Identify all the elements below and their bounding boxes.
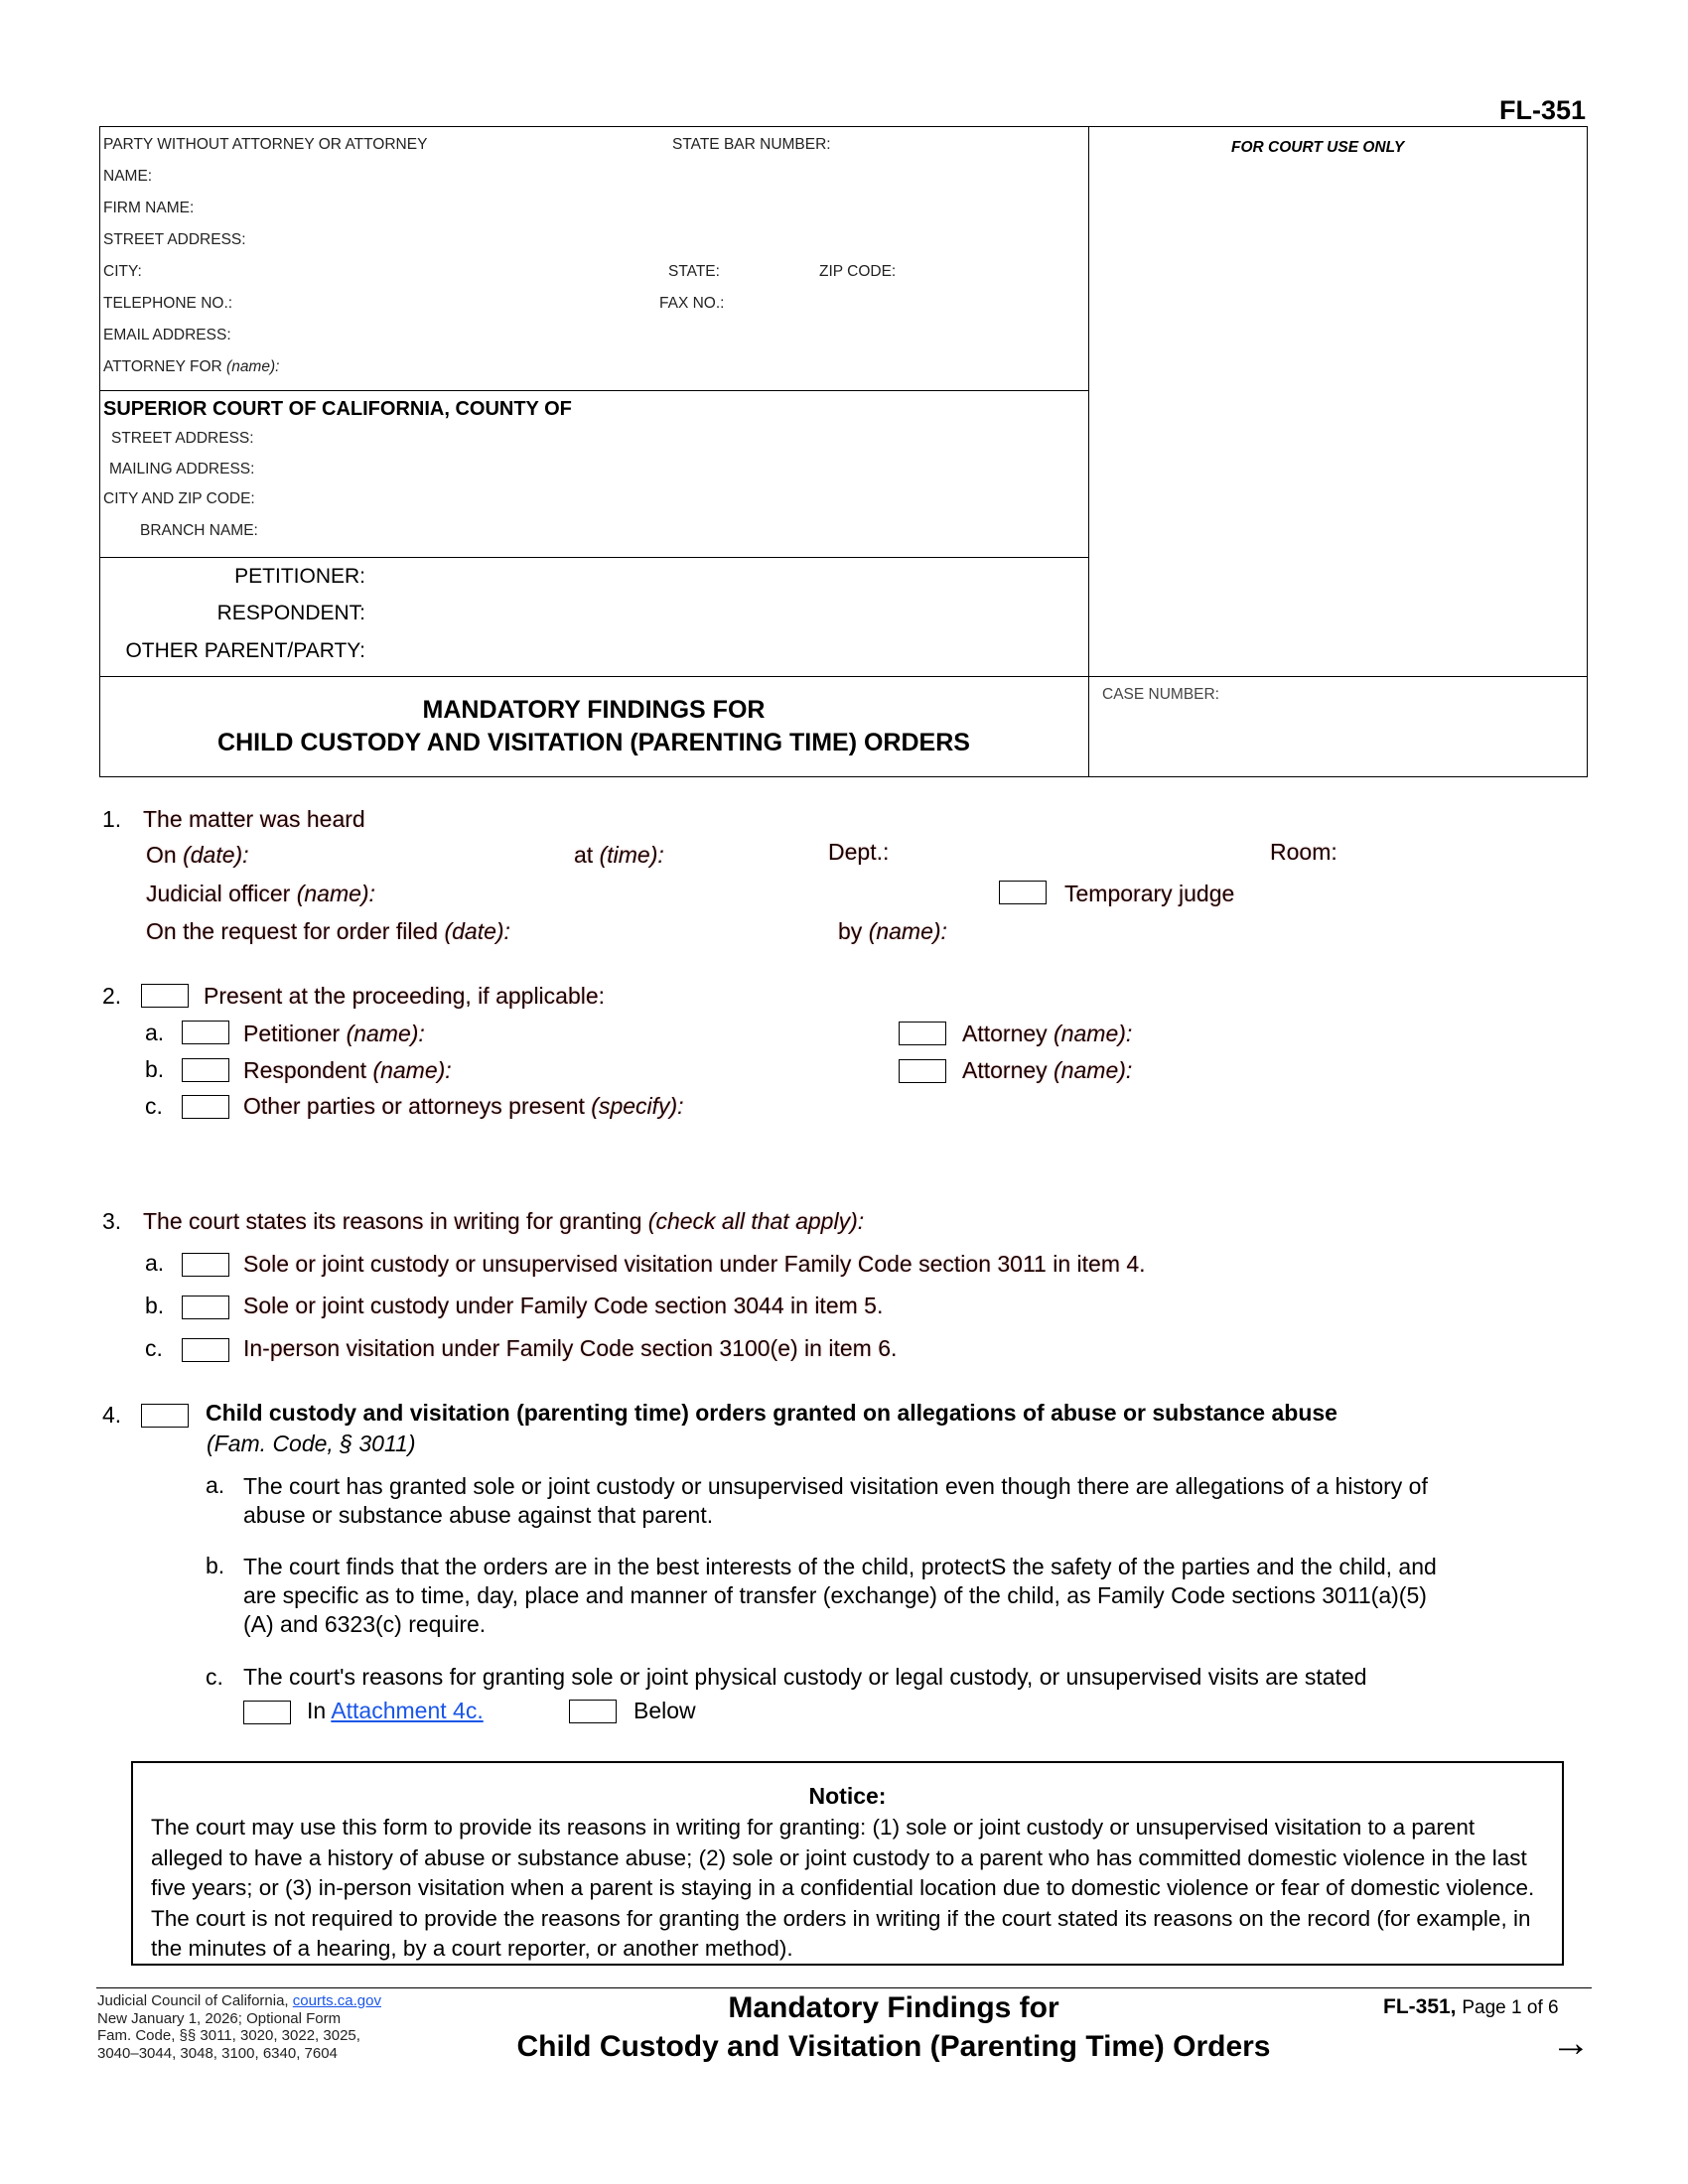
judicial-officer-label xyxy=(146,881,375,907)
attorney-text: Attorney xyxy=(962,1057,1048,1083)
footer-form-id: FL-351, xyxy=(1383,1995,1457,2018)
notice-text: The court may use this form to provide its reasons in writing for granting: (1) sole or joint custody or unsupervised visitation to a parent alleged to have a history of abuse or substance abuse; (2) sole or joint custody to a parent who has committed domestic violence in the last five years; or (3) in-person visitation when a parent is staying in a confidential location due to domestic violence or fear of domestic violence. The court is not required to provide the reasons for granting the orders in writing if the court stated its reasons on the record (for example, in the minutes of a hearing, by a court reporter, or another method). xyxy=(151,1815,1535,1961)
item-4b-letter: b. xyxy=(206,1553,225,1578)
room-label: Room: xyxy=(1270,839,1337,865)
footer-council-line xyxy=(97,1992,381,2010)
item-1-heading: The matter was heard xyxy=(143,806,365,832)
notice-box xyxy=(131,1761,1564,1966)
footer-page-number: Page 1 of 6 xyxy=(1462,1997,1559,2018)
date-hint: (date): xyxy=(183,842,249,868)
request-text: On the request for order filed xyxy=(146,918,439,944)
filed-by-label xyxy=(838,918,947,945)
attorney-for-text: ATTORNEY FOR xyxy=(103,358,222,375)
in-text: In xyxy=(307,1698,327,1723)
item-4-checkbox[interactable] xyxy=(141,1404,189,1428)
attachment-4c-label xyxy=(307,1698,484,1724)
item-4b-line1: The court finds that the orders are in the best interests of the child, protectS the safety of the parties and the child, and xyxy=(243,1554,1437,1579)
respondent-present-label xyxy=(243,1057,452,1084)
below-label: Below xyxy=(633,1698,696,1723)
item-4b-line2: are specific as to time, day, place and manner of transfer (exchange) of the child, as Family Code sections 3011(a)(5) xyxy=(243,1582,1427,1608)
temporary-judge-label: Temporary judge xyxy=(1064,881,1235,906)
respondent-hint: (name): xyxy=(372,1057,452,1083)
respondent-present-checkbox[interactable] xyxy=(182,1058,229,1082)
case-number-label: CASE NUMBER: xyxy=(1102,686,1219,703)
item-4b-line3: (A) and 6323(c) require. xyxy=(243,1611,487,1637)
time-hint: (time): xyxy=(599,842,664,868)
petitioner-present-label xyxy=(243,1021,425,1047)
request-hint: (date): xyxy=(444,918,510,944)
court-city-zip-label: CITY AND ZIP CODE: xyxy=(103,490,255,507)
item-3a-letter: a. xyxy=(145,1250,165,1276)
petitioner-attorney-label xyxy=(962,1021,1132,1047)
petitioner-attorney-checkbox[interactable] xyxy=(899,1022,946,1045)
below-checkbox[interactable] xyxy=(569,1700,617,1723)
on-text: On xyxy=(146,842,177,868)
at-text: at xyxy=(574,842,594,868)
form-id: FL-351 xyxy=(1499,95,1587,125)
state-label: STATE: xyxy=(668,263,720,280)
judicial-hint: (name): xyxy=(296,881,375,906)
caption-rule-parties xyxy=(99,557,1089,558)
item-2c-letter: c. xyxy=(145,1093,163,1119)
phone-label: TELEPHONE NO.: xyxy=(103,295,233,312)
court-branch-label: BRANCH NAME: xyxy=(140,522,258,539)
temporary-judge-checkbox[interactable] xyxy=(999,881,1047,904)
item-2b-letter: b. xyxy=(145,1056,165,1082)
item-3-heading-text: The court states its reasons in writing for granting xyxy=(143,1208,642,1234)
item-4-heading: Child custody and visitation (parenting time) orders granted on allegations of abuse or substance abuse xyxy=(206,1400,1337,1426)
attachment-4c-checkbox[interactable] xyxy=(243,1701,291,1724)
other-present-checkbox[interactable] xyxy=(182,1095,229,1119)
other-text: Other parties or attorneys present xyxy=(243,1093,585,1119)
attorney-for-hint: (name): xyxy=(226,358,280,375)
item-4-number: 4. xyxy=(102,1402,122,1428)
item-4-citation: (Fam. Code, § 3011) xyxy=(207,1431,416,1456)
reason-3044-checkbox[interactable] xyxy=(182,1296,229,1319)
present-checkbox[interactable] xyxy=(141,984,189,1008)
footer-codes-line1: Fam. Code, §§ 3011, 3020, 3022, 3025, xyxy=(97,2027,360,2044)
party-label: PARTY WITHOUT ATTORNEY OR ATTORNEY xyxy=(103,136,428,153)
petitioner-present-checkbox[interactable] xyxy=(182,1021,229,1044)
attorney-hint: (name): xyxy=(1054,1057,1133,1083)
court-mailing-label: MAILING ADDRESS: xyxy=(109,461,255,478)
zip-label: ZIP CODE: xyxy=(819,263,897,280)
attachment-4c-link[interactable]: Attachment 4c. xyxy=(331,1698,484,1723)
state-bar-label: STATE BAR NUMBER: xyxy=(672,136,831,153)
footer-codes-line2: 3040–3044, 3048, 3100, 6340, 7604 xyxy=(97,2044,338,2062)
notice-title: Notice: xyxy=(808,1783,887,1809)
other-party-label: OTHER PARENT/PARTY: xyxy=(125,639,365,662)
petitioner-hint: (name): xyxy=(346,1021,425,1046)
footer-adopted: New January 1, 2026; Optional Form xyxy=(97,2009,342,2027)
footer-page-info xyxy=(1383,1995,1559,2019)
attorney-text: Attorney xyxy=(962,1021,1048,1046)
caption-rule-title xyxy=(99,676,1588,677)
caption-box xyxy=(99,126,1588,777)
item-3-heading xyxy=(143,1208,864,1235)
court-name: SUPERIOR COURT OF CALIFORNIA, COUNTY OF xyxy=(103,398,572,420)
respondent-text: Respondent xyxy=(243,1057,367,1083)
item-3-number: 3. xyxy=(102,1208,122,1234)
respondent-attorney-checkbox[interactable] xyxy=(899,1059,946,1083)
item-4a-line1: The court has granted sole or joint custody or unsupervised visitation even though there are allegations of a history of xyxy=(243,1473,1428,1499)
hearing-time-label xyxy=(574,842,664,869)
form-title-line1: MANDATORY FINDINGS FOR xyxy=(422,696,766,724)
item-3c-letter: c. xyxy=(145,1335,163,1361)
reason-3100e-checkbox[interactable] xyxy=(182,1338,229,1362)
item-4a-text xyxy=(243,1472,1428,1530)
city-label: CITY: xyxy=(103,263,142,280)
item-4a-letter: a. xyxy=(206,1472,225,1498)
by-hint: (name): xyxy=(868,918,947,944)
footer-title-line2: Child Custody and Visitation (Parenting Time) Orders xyxy=(516,2030,1271,2063)
caption-rule-court xyxy=(99,390,1089,391)
court-use-only-label: FOR COURT USE ONLY xyxy=(1231,139,1405,156)
hearing-date-label xyxy=(146,842,249,869)
email-label: EMAIL ADDRESS: xyxy=(103,327,231,343)
item-3-hint: (check all that apply): xyxy=(647,1208,865,1234)
item-2-heading: Present at the proceeding, if applicable: xyxy=(204,983,606,1009)
name-label: NAME: xyxy=(103,168,153,185)
next-page-arrow-icon[interactable]: → xyxy=(1551,2021,1591,2065)
item-2a-letter: a. xyxy=(145,1020,165,1045)
footer-title-line1: Mandatory Findings for xyxy=(728,1991,1059,2024)
fax-label: FAX NO.: xyxy=(659,295,725,312)
reason-3011-label: Sole or joint custody or unsupervised visitation under Family Code section 3011 in item 4. xyxy=(243,1251,1146,1277)
attorney-for-label xyxy=(103,358,279,376)
item-3b-letter: b. xyxy=(145,1293,165,1318)
court-street-label: STREET ADDRESS: xyxy=(111,430,254,447)
footer-council: Judicial Council of California, xyxy=(97,1992,289,2009)
reason-3044-label: Sole or joint custody under Family Code section 3044 in item 5. xyxy=(243,1293,884,1318)
respondent-label: RESPONDENT: xyxy=(216,602,365,624)
item-4c-letter: c. xyxy=(206,1664,223,1690)
form-title xyxy=(99,694,1088,759)
judicial-text: Judicial officer xyxy=(146,881,291,906)
reason-3011-checkbox[interactable] xyxy=(182,1253,229,1277)
item-1-number: 1. xyxy=(102,806,122,832)
street-label: STREET ADDRESS: xyxy=(103,231,246,248)
item-4c-text: The court's reasons for granting sole or joint physical custody or legal custody, or unsupervised visits are stated xyxy=(243,1664,1367,1690)
form-title-line2: CHILD CUSTODY AND VISITATION (PARENTING TIME) ORDERS xyxy=(217,729,970,756)
firm-label: FIRM NAME: xyxy=(103,200,195,216)
item-4b-text xyxy=(243,1553,1437,1639)
footer-left xyxy=(97,1992,381,2062)
caption-divider xyxy=(1088,126,1089,777)
footer-title xyxy=(437,1988,1350,2066)
dept-label: Dept.: xyxy=(828,839,890,865)
other-hint: (specify): xyxy=(591,1093,684,1119)
petitioner-text: Petitioner xyxy=(243,1021,341,1046)
courts-link[interactable]: courts.ca.gov xyxy=(292,1992,381,2009)
item-2-number: 2. xyxy=(102,983,122,1009)
attorney-hint: (name): xyxy=(1054,1021,1133,1046)
by-text: by xyxy=(838,918,863,944)
petitioner-label: PETITIONER: xyxy=(234,565,365,588)
reason-3100e-label: In-person visitation under Family Code section 3100(e) in item 6. xyxy=(243,1335,898,1361)
other-present-label xyxy=(243,1093,684,1120)
respondent-attorney-label xyxy=(962,1057,1132,1084)
request-filed-label xyxy=(146,918,510,945)
item-4a-line2: abuse or substance abuse against that parent. xyxy=(243,1502,714,1528)
